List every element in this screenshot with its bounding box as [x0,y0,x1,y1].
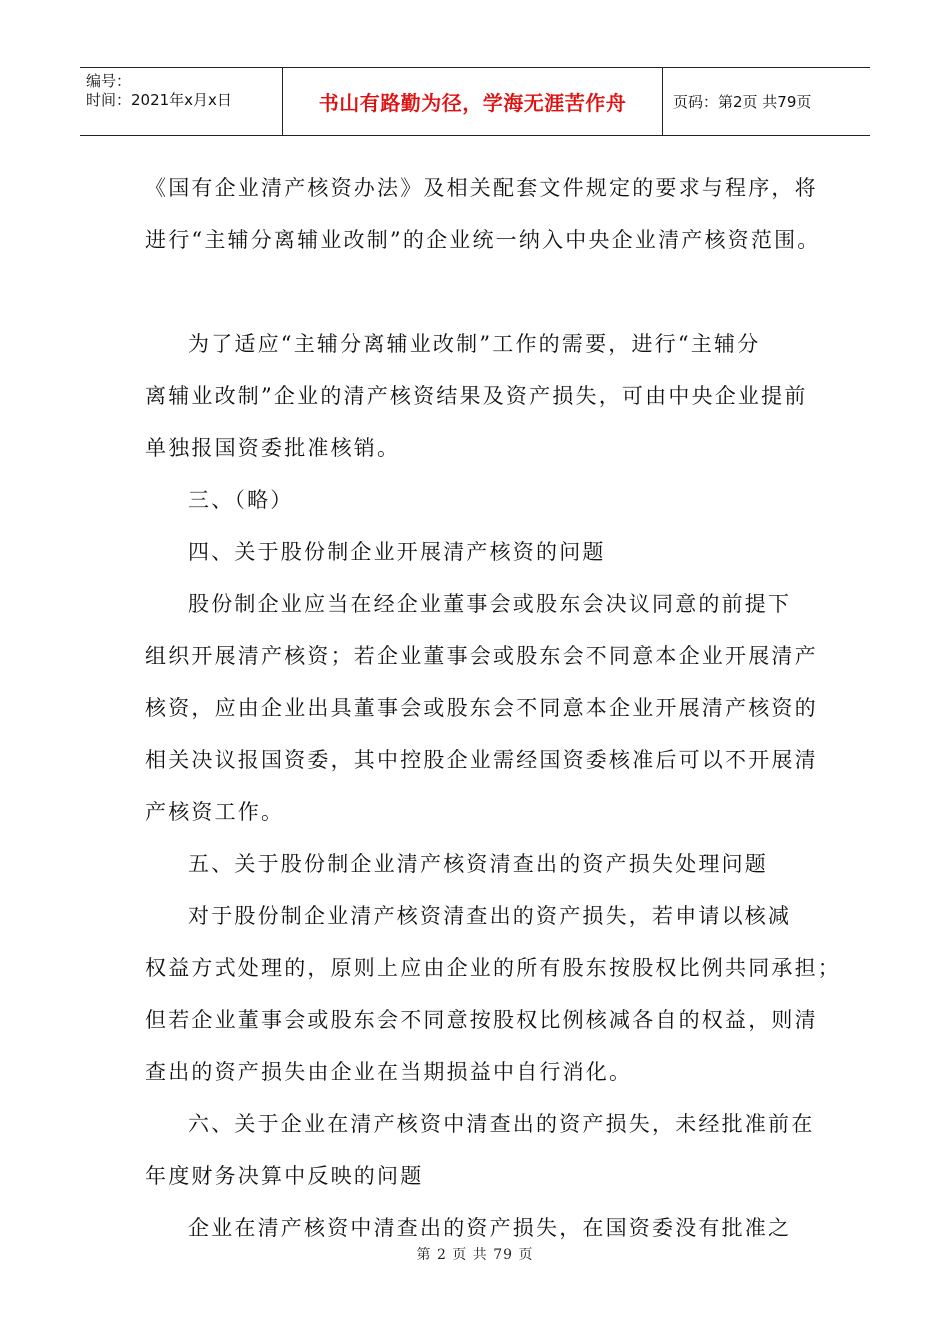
body-line: 《国有企业清产核资办法》及相关配套文件规定的要求与程序，将 [145,176,818,200]
body-line: 组织开展清产核资；若企业董事会或股东会不同意本企业开展清产 [145,644,818,668]
body-line: 核资，应由企业出具董事会或股东会不同意本企业开展清产核资的 [145,696,818,720]
body-line: 但若企业董事会或股东会不同意按股权比例核减各自的权益，则清 [145,1008,818,1032]
section-heading: 五、关于股份制企业清产核资清查出的资产损失处理问题 [188,852,768,876]
page-footer: 第 2 页 共 79 页 [416,1247,534,1263]
body-line: 年度财务决算中反映的问题 [145,1164,424,1188]
header-motto: 书山有路勤为径，学海无涯苦作舟 [283,68,663,135]
section-heading: 三、（略） [188,488,294,512]
body-line: 权益方式处理的，原则上应由企业的所有股东按股权比例共同承担； [145,956,841,980]
paragraph-gap [145,266,810,318]
code-label: 编号： [86,72,132,90]
header-meta [80,68,283,135]
body-line: 为了适应“主辅分离辅业改制”工作的需要，进行“主辅分 [188,332,761,356]
body-line: 产核资工作。 [145,800,285,824]
body-line: 相关决议报国资委，其中控股企业需经国资委核准后可以不开展清 [145,748,818,772]
section-heading: 六、关于企业在清产核资中清查出的资产损失，未经批准前在 [188,1112,815,1136]
time-label: 时间：2021年x月x日 [86,91,232,109]
section-heading: 四、关于股份制企业开展清产核资的问题 [188,540,606,564]
body-line: 进行“主辅分离辅业改制”的企业统一纳入中央企业清产核资范围。 [145,228,821,252]
body-line: 股份制企业应当在经企业董事会或股东会决议同意的前提下 [188,592,792,616]
body-line: 查出的资产损失由企业在当期损益中自行消化。 [145,1060,633,1084]
body-line: 企业在清产核资中清查出的资产损失，在国资委没有批准之 [188,1216,792,1240]
body-line: 离辅业改制”企业的清产核资结果及资产损失，可由中央企业提前 [145,384,808,408]
document-body [145,162,841,1254]
body-line: 对于股份制企业清产核资清查出的资产损失，若申请以核减 [188,904,792,928]
document-header [80,67,870,136]
body-line: 单独报国资委批准核销。 [145,436,401,460]
header-page-info: 页码：第2页 共79页 [673,93,812,111]
